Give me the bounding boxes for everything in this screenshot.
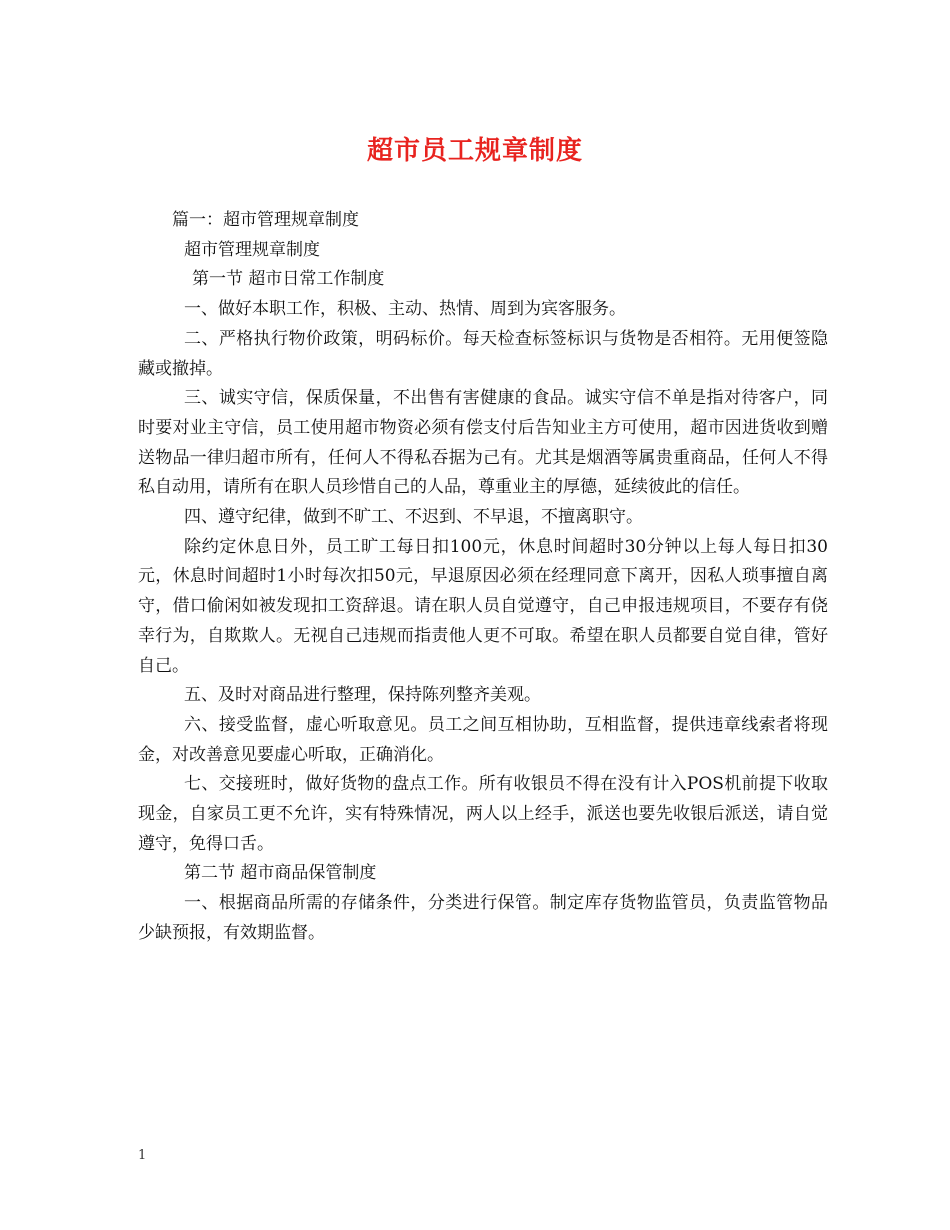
paragraph-subtitle: 超市管理规章制度 (184, 239, 320, 260)
paragraph-rule-5: 五、及时对商品进行整理，保持陈列整齐美观。 (184, 685, 541, 706)
paragraph-rule-7: 七、交接班时，做好货物的盘点工作。所有收银员不得在没有计入POS机前提下收取现金，自家员工更不允许，实有特殊情况，两人以上经手，派送也要先收银后派送，请自觉遵守，免得口舌。 (138, 774, 828, 854)
paragraph-section-heading: 篇一：超市管理规章制度 (172, 210, 359, 230)
paragraph-rule-4: 四、遵守纪律，做到不旷工、不迟到、不早退，不擅离职守。 (184, 507, 643, 528)
paragraph-chapter-2-heading: 第二节 超市商品保管制度 (184, 863, 377, 884)
paragraph-rule-4-detail: 除约定休息日外，员工旷工每日扣100元，休息时间超时30分钟以上每人每日扣30元，休息时间超时1小时每次扣50元，早退原因必须在经理同意下离开，因私人琐事擅自离守，借口偷闲如被发现扣工资辞退。请在职人员自觉遵守，自己申报违规项目，不要存有侥幸行为，自欺欺人。无视自己违规而指责他人更不可取。希望在职人员都要自觉自律，管好自己。 (138, 536, 828, 676)
paragraph-rule-3: 三、诚实守信，保质保量，不出售有害健康的食品。诚实守信不单是指对待客户，同时要对业主守信，员工使用超市物资必须有偿支付后告知业主方可使用，超市因进货收到赠送物品一律归超市所有，任何人不得私吞据为己有。尤其是烟酒等属贵重商品，任何人不得私自动用，请所有在职人员珍惜自己的人品，尊重业主的厚德，延续彼此的信任。 (138, 388, 828, 498)
page-number: 1 (138, 1148, 147, 1163)
paragraph-rule-1: 一、做好本职工作，积极、主动、热情、周到为宾客服务。 (184, 299, 626, 320)
document-body (138, 206, 828, 949)
paragraph-rule-2: 二、严格执行物价政策，明码标价。每天检查标签标识与货物是否相符。无用便签隐藏或撤掉。 (138, 328, 828, 379)
paragraph-rule-6: 六、接受监督，虚心听取意见。员工之间互相协助，互相监督，提供违章线索者将现金，对改善意见要虚心听取，正确消化。 (138, 714, 828, 765)
paragraph-storage-rule-1: 一、根据商品所需的存储条件，分类进行保管。制定库存货物监管员，负责监管物品少缺预报，有效期监督。 (138, 893, 828, 943)
paragraph-chapter-heading: 第一节 超市日常工作制度 (192, 269, 385, 290)
document-title: 超市员工规章制度 (366, 136, 583, 166)
